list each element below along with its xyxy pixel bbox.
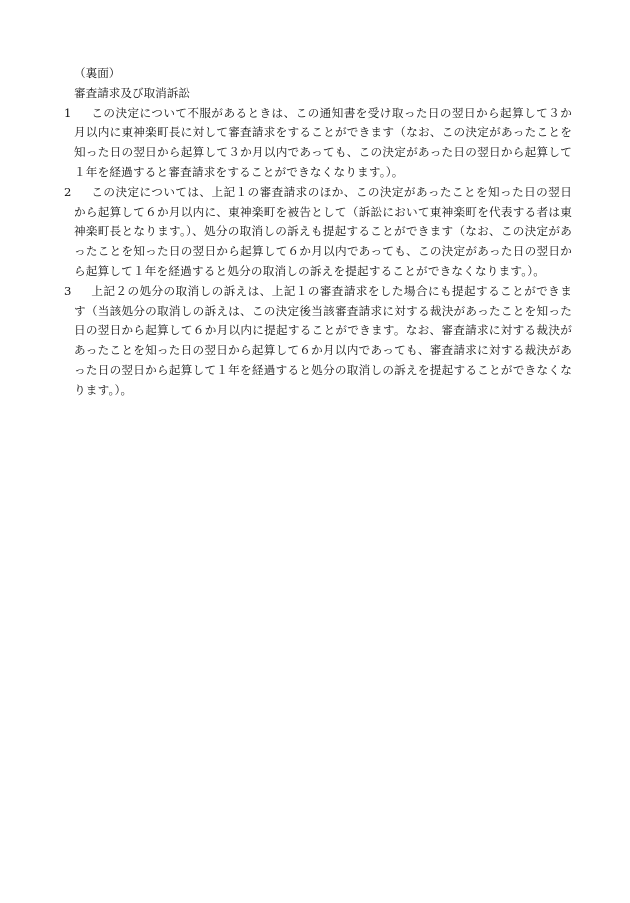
list-item-2 [64,183,572,282]
item-text: 上記２の処分の取消しの訴えは、上記１の審査請求をした場合にも提起することができます（当該処分の取消しの訴えは、この決定後当該審査請求に対する裁決があったことを知った日の翌日から起算して６か月以内に提起することができます。なお、審査請求に対する裁決があったことを知った日の翌日から起算して６か月以内であっても、審査請求に対する裁決があった日の翌日から起算して１年を経過すると処分の取消しの訴えを提起することができなくなります。）。 [74,283,572,397]
document-page [64,64,572,401]
back-side-label: （裏面） [74,66,121,80]
item-text: この決定について不服があるときは、この通知書を受け取った日の翌日から起算して３か月以内に東神楽町長に対して審査請求をすることができます（なお、この決定があったことを知った日の翌日から起算して３か月以内であっても、この決定があった日の翌日から起算して１年を経過すると審査請求をすることができなくなります。）。 [74,105,572,179]
list-item-3 [64,282,572,401]
item-number: 1 [64,105,72,120]
list-item-1 [64,104,572,183]
item-number: 3 [64,283,72,298]
section-title: 審査請求及び取消訴訟 [74,85,190,100]
item-text: この決定については、上記１の審査請求のほか、この決定があったことを知った日の翌日から起算して６か月以内に、東神楽町を被告として（訴訟において東神楽町を代表する者は東神楽町長となります。）、処分の取消しの訴えも提起することができます（なお、この決定があったことを知った日の翌日から起算して６か月以内であっても、この決定があった日の翌日から起算して１年を経過すると処分の取消しの訴えを提起することができなくなります。）。 [74,184,572,278]
item-number: 2 [64,184,72,199]
